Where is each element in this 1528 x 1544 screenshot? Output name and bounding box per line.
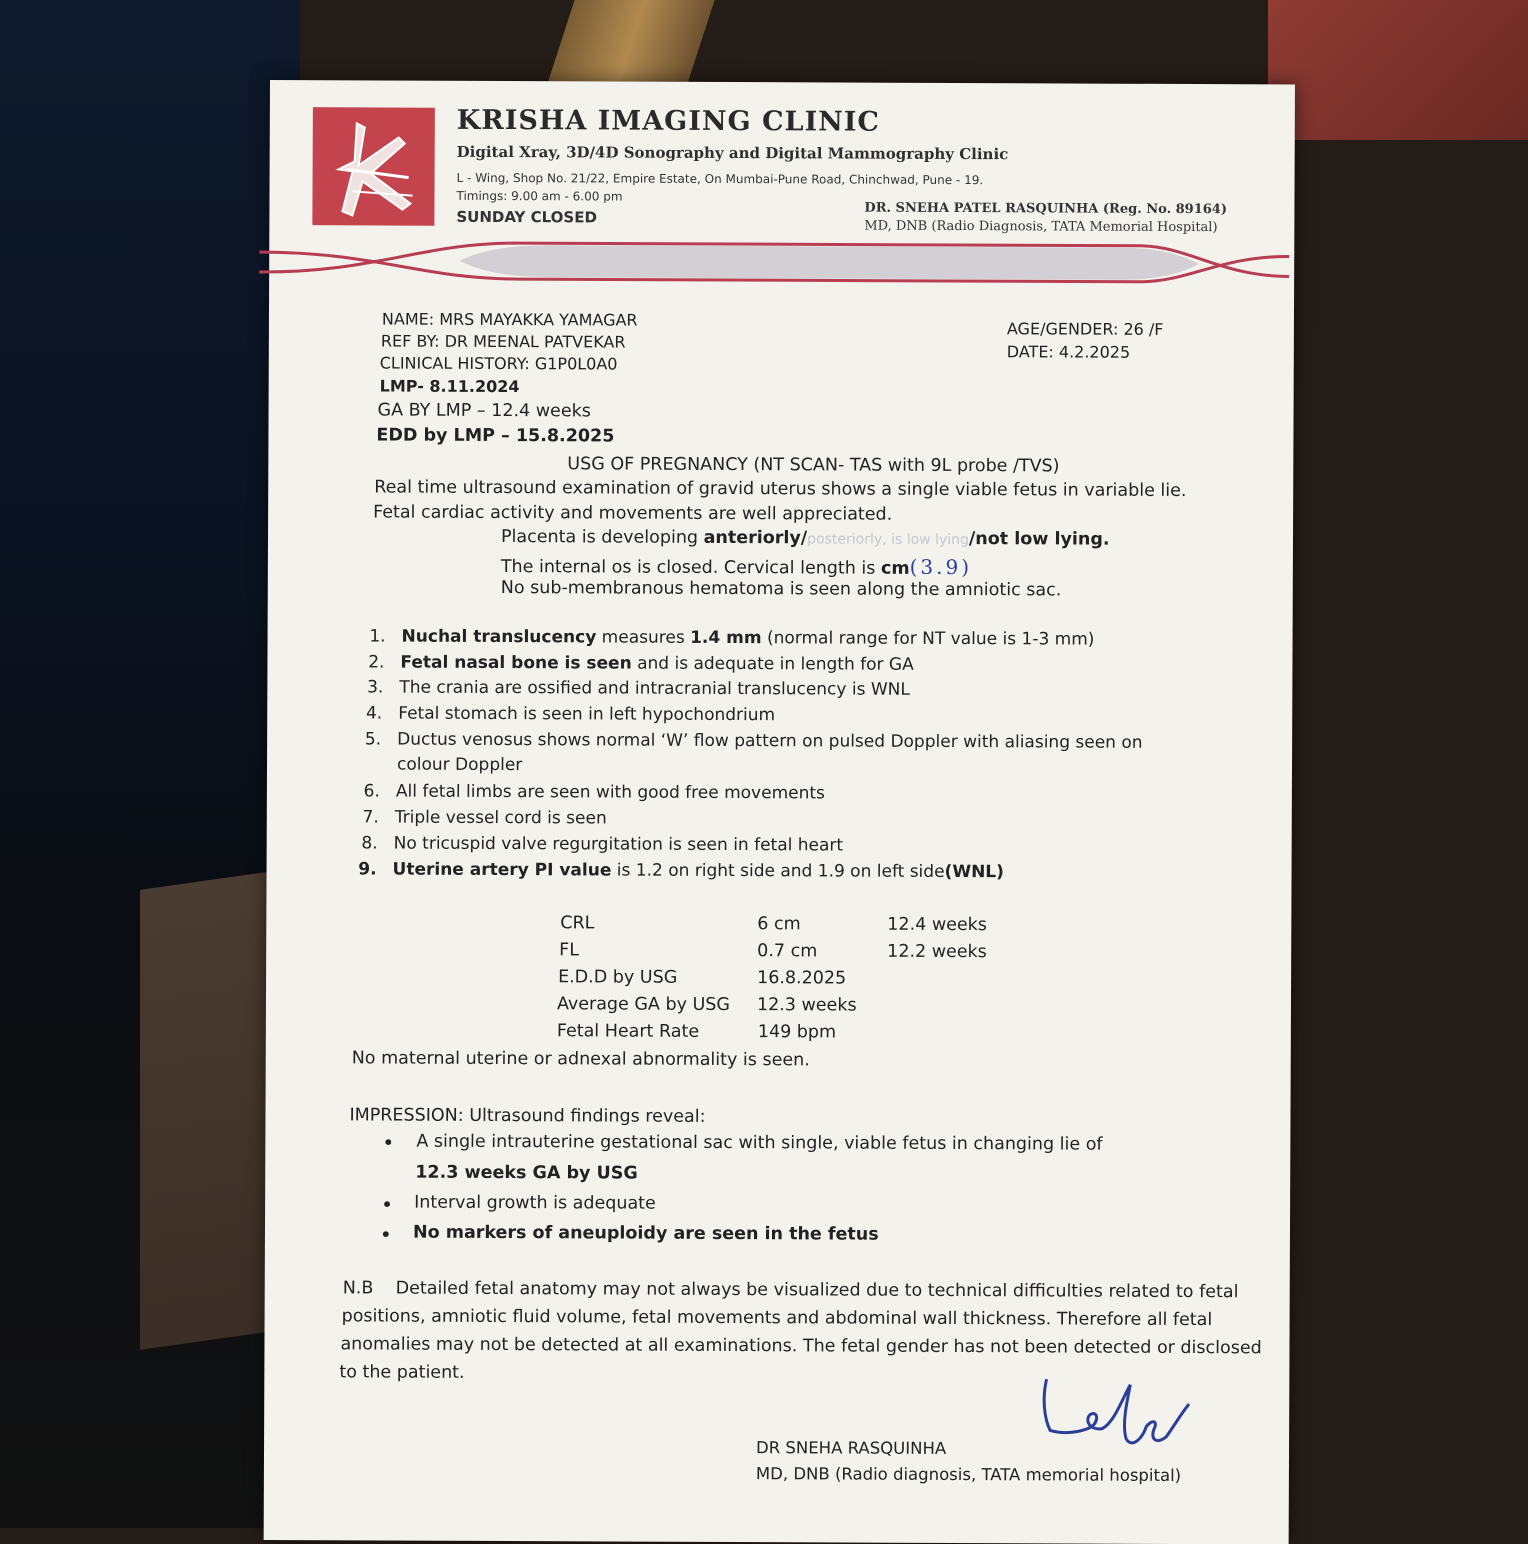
measurement-value: 0.7 cm — [757, 941, 818, 962]
impression-item-2: Interval growth is adequate — [414, 1192, 656, 1214]
finding-text: The crania are ossified and intracranial translucency is WNL — [399, 677, 910, 700]
header-doctor-qualification: MD, DNB (Radio Diagnosis, TATA Memorial Hospital) — [864, 218, 1218, 236]
clinic-name: KRISHA IMAGING CLINIC — [456, 104, 880, 138]
finding-number: 1. — [369, 626, 386, 647]
background-wood-piece — [140, 870, 280, 1350]
placenta-position: anteriorly/ — [703, 527, 808, 549]
measurement-ga: 12.2 weeks — [887, 941, 987, 963]
placenta-prefix: Placenta is developing — [500, 527, 704, 548]
measurement-ga: 12.4 weeks — [887, 914, 988, 936]
ga-by-lmp: GA BY LMP – 12.4 weeks — [377, 400, 591, 422]
note-line-3: anomalies may not be detected at all examinations. The fetal gender has not been detected or disclosed — [340, 1334, 1262, 1359]
finding-text: Ductus venosus shows normal ‘W’ flow pattern on pulsed Doppler with aliasing seen on — [397, 729, 1143, 753]
impression-item-3: No markers of aneuploidy are seen in the fetus — [412, 1222, 879, 1245]
placenta-struck-text: posteriorly, is low lying — [807, 531, 969, 549]
impression-heading: IMPRESSION: Ultrasound findings reveal: — [349, 1105, 706, 1127]
cervix-handwritten-value: (3.9) — [909, 554, 973, 580]
measurement-label: Fetal Heart Rate — [556, 1021, 700, 1042]
note-line-1: N.B Detailed fetal anatomy may not always be visualized due to technical difficulties related to fetal — [342, 1278, 1239, 1303]
bullet-icon: • — [382, 1130, 395, 1155]
finding-number: 8. — [361, 833, 378, 854]
placenta-line — [501, 527, 1110, 550]
hematoma-line: No sub-membranous hematoma is seen along the amniotic sac. — [500, 578, 1062, 601]
finding-text: All fetal limbs are seen with good free movements — [395, 781, 825, 804]
signatory-qualification: MD, DNB (Radio diagnosis, TATA memorial hospital) — [755, 1464, 1182, 1485]
measurement-label: Average GA by USG — [556, 994, 731, 1016]
edd-by-lmp: EDD by LMP – 15.8.2025 — [376, 425, 615, 447]
header-doctor-name: DR. SNEHA PATEL RASQUINHA (Reg. No. 89164) — [864, 200, 1228, 218]
patient-name: NAME: MRS MAYAKKA YAMAGAR — [381, 309, 638, 330]
doctor-signature — [1034, 1368, 1204, 1459]
finding-text: Fetal nasal bone is seen and is adequate in length for GA — [400, 652, 914, 675]
measurement-value: 16.8.2025 — [757, 968, 847, 989]
measurement-value: 149 bpm — [757, 1022, 837, 1043]
clinic-tagline: Digital Xray, 3D/4D Sonography and Digital Mammography Clinic — [456, 142, 1009, 164]
background-wooden-object — [545, 0, 714, 90]
finding-text: Nuchal translucency measures 1.4 mm (normal range for NT value is 1-3 mm) — [401, 626, 1095, 650]
measurement-label: CRL — [560, 913, 595, 934]
background-red-folder — [1268, 0, 1528, 140]
clinic-timings: Timings: 9.00 am - 6.00 pm — [456, 188, 623, 204]
intro-line-2: Fetal cardiac activity and movements are well appreciated. — [373, 502, 893, 525]
measurement-value: 6 cm — [757, 914, 801, 935]
finding-number: 4. — [365, 703, 383, 724]
cervix-text: The internal os is closed. Cervical length is — [500, 557, 882, 579]
bullet-icon: • — [381, 1192, 393, 1217]
finding-number: 7. — [362, 807, 379, 828]
finding-number: 9. — [358, 859, 377, 880]
note-line-2: positions, amniotic fluid volume, fetal movements and abdominal wall thickness. Therefore all fetal — [341, 1306, 1213, 1331]
finding-number: 6. — [363, 781, 380, 802]
age-gender: AGE/GENDER: 26 /F — [1006, 319, 1164, 339]
finding-text: Fetal stomach is seen in left hypochondrium — [398, 703, 776, 726]
clinical-history: CLINICAL HISTORY: G1P0L0A0 — [379, 353, 618, 374]
signatory-name: DR SNEHA RASQUINHA — [755, 1438, 947, 1458]
impression-item-1-line-2: 12.3 weeks GA by USG — [415, 1162, 638, 1184]
measurement-value: 12.3 weeks — [756, 995, 857, 1016]
cervix-line — [501, 553, 972, 579]
finding-text: No tricuspid valve regurgitation is seen in fetal heart — [393, 833, 844, 856]
finding-number: 5. — [364, 729, 382, 750]
report-title: USG OF PREGNANCY (NT SCAN- TAS with 9L probe /TVS) — [567, 454, 1060, 477]
measurement-label: E.D.D by USG — [558, 967, 678, 988]
finding-text: Triple vessel cord is seen — [394, 807, 607, 829]
referred-by: REF BY: DR MEENAL PATVEKAR — [380, 331, 626, 352]
note-line-4: to the patient. — [339, 1362, 465, 1383]
clinic-closed-day: SUNDAY CLOSED — [456, 207, 597, 227]
lmp: LMP- 8.11.2024 — [379, 376, 520, 397]
finding-number: 3. — [367, 677, 384, 698]
cervix-unit: cm — [880, 558, 910, 579]
maternal-findings: No maternal uterine or adnexal abnormality is seen. — [351, 1048, 810, 1071]
impression-item-1-line-1: A single intrauterine gestational sac with single, viable fetus in changing lie of — [416, 1131, 1103, 1155]
intro-line-1: Real time ultrasound examination of gravid uterus shows a single viable fetus in variable lie. — [374, 477, 1187, 502]
clinic-logo — [312, 107, 435, 226]
clinic-address: L - Wing, Shop No. 21/22, Empire Estate, On Mumbai-Pune Road, Chinchwad, Pune - 19. — [456, 170, 984, 188]
report-date: DATE: 4.2.2025 — [1006, 342, 1131, 362]
report-paper — [264, 80, 1295, 1544]
finding-text: colour Doppler — [396, 754, 523, 776]
placenta-lying: /not low lying. — [968, 529, 1110, 550]
finding-text: Uterine artery PI value is 1.2 on right side and 1.9 on left side(WNL) — [392, 859, 1004, 883]
header-ribbon — [259, 232, 1289, 294]
bullet-icon: • — [379, 1222, 392, 1247]
measurement-label: FL — [559, 940, 580, 961]
finding-number: 2. — [368, 652, 385, 673]
